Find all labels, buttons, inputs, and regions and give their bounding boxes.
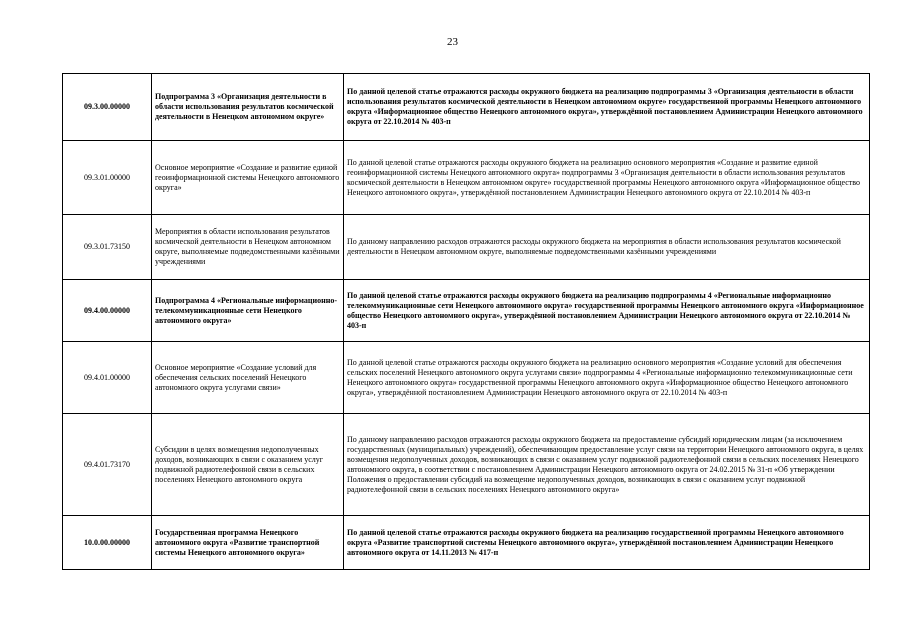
target-code-cell: 09.4.01.73170 <box>63 414 152 516</box>
target-code-cell: 10.0.00.00000 <box>63 516 152 570</box>
budget-classification-table <box>62 73 870 570</box>
target-description-cell: По данной целевой статье отражаются расходы окружного бюджета на реализацию подпрограммы 3 «Организация деятельности в области использования результатов космической деятельности в Ненецком автономном округе» государственной программы Ненецкого автономного округа «Информационное общество Ненецкого автономного округа», утверждённой постановлением Администрации Ненецкого автономного округа от 22.10.2014 № 403-п <box>344 74 870 141</box>
table-row <box>63 280 870 342</box>
table-row <box>63 215 870 280</box>
target-description-cell: По данной целевой статье отражаются расходы окружного бюджета на реализацию основного мероприятия «Создание и развитие единой геоинформационной системы Ненецкого автономного округа» подпрограммы 3 «Организация деятельности в области использования результатов космической деятельности в Ненецком автономном округе» государственной программы Ненецкого автономного округа «Информационное общество Ненецкого автономного округа», утверждённой постановлением Администрации Ненецкого автономного округа от 22.10.2014 № 403-п <box>344 141 870 215</box>
table-row <box>63 342 870 414</box>
target-code-cell: 09.4.00.00000 <box>63 280 152 342</box>
target-code-cell: 09.3.01.73150 <box>63 215 152 280</box>
page-number: 23 <box>447 36 458 48</box>
table-row <box>63 141 870 215</box>
target-code-cell: 09.3.01.00000 <box>63 141 152 215</box>
target-description-cell: По данному направлению расходов отражаются расходы окружного бюджета на мероприятия в области использования результатов космической деятельности в Ненецком автономном округе, выполняемые подведомственными казёнными учреждениями <box>344 215 870 280</box>
table-row <box>63 414 870 516</box>
target-name-cell: Субсидии в целях возмещения недополученных доходов, возникающих в связи с оказанием услуг подвижной радиотелефонной связи в сельских поселениях Ненецкого автономного округа <box>152 414 344 516</box>
target-description-cell: По данной целевой статье отражаются расходы окружного бюджета на реализацию основного мероприятия «Создание условий для обеспечения сельских поселений Ненецкого автономного округа услугами связи» подпрограммы 4 «Региональные информационно телекоммуникационные сети Ненецкого автономного округа» государственной программы Ненецкого автономного округа «Информационное общество Ненецкого автономного округа», утверждённой постановлением Администрации Ненецкого автономного округа от 22.10.2014 № 403-п <box>344 342 870 414</box>
target-name-cell: Мероприятия в области использования результатов космической деятельности в Ненецком автономном округе, выполняемые подведомственными казёнными учреждениями <box>152 215 344 280</box>
target-name-cell: Подпрограмма 3 «Организация деятельности в области использования результатов космической деятельности в Ненецком автономном округе» <box>152 74 344 141</box>
table-row <box>63 74 870 141</box>
target-name-cell: Государственная программа Ненецкого автономного округа «Развитие транспортной системы Ненецкого автономного округа» <box>152 516 344 570</box>
target-name-cell: Основное мероприятие «Создание и развитие единой геоинформационной системы Ненецкого автономного округа» <box>152 141 344 215</box>
target-code-cell: 09.3.00.00000 <box>63 74 152 141</box>
target-code-cell: 09.4.01.00000 <box>63 342 152 414</box>
target-description-cell: По данному направлению расходов отражаются расходы окружного бюджета на предоставление субсидий юридическим лицам (за исключением государственных (муниципальных) учреждений), обеспечивающим предоставление услуг связи на территории Ненецкого автономного округа, в целях возмещения недополученных доходов, возникающих в связи с оказанием услуг подвижной радиотелефонной связи в сельских поселениях Ненецкого автономного округа, в соответствии с постановлением Администрации Ненецкого автономного округа от 24.02.2015 № 31-п «Об утверждении Положения о предоставлении субсидий на возмещение недополученных доходов, возникающих в связи с оказанием услуг подвижной радиотелефонной связи в сельских поселениях Ненецкого автономного округа» <box>344 414 870 516</box>
table-row <box>63 516 870 570</box>
target-description-cell: По данной целевой статье отражаются расходы окружного бюджета на реализацию государственной программы Ненецкого автономного округа «Развитие транспортной системы Ненецкого автономного округа», утверждённой постановлением Администрации Ненецкого автономного округа от 14.11.2013 № 417-п <box>344 516 870 570</box>
target-name-cell: Основное мероприятие «Создание условий для обеспечения сельских поселений Ненецкого автономного округа услугами связи» <box>152 342 344 414</box>
target-name-cell: Подпрограмма 4 «Региональные информационно-телекоммуникационные сети Ненецкого автономного округа» <box>152 280 344 342</box>
target-description-cell: По данной целевой статье отражаются расходы окружного бюджета на реализацию подпрограммы 4 «Региональные информационно телекоммуникационные сети Ненецкого автономного округа» государственной программы Ненецкого автономного округа «Информационное общество Ненецкого автономного округа», утверждённой постановлением Администрации Ненецкого автономного округа от 22.10.2014 № 403-п <box>344 280 870 342</box>
